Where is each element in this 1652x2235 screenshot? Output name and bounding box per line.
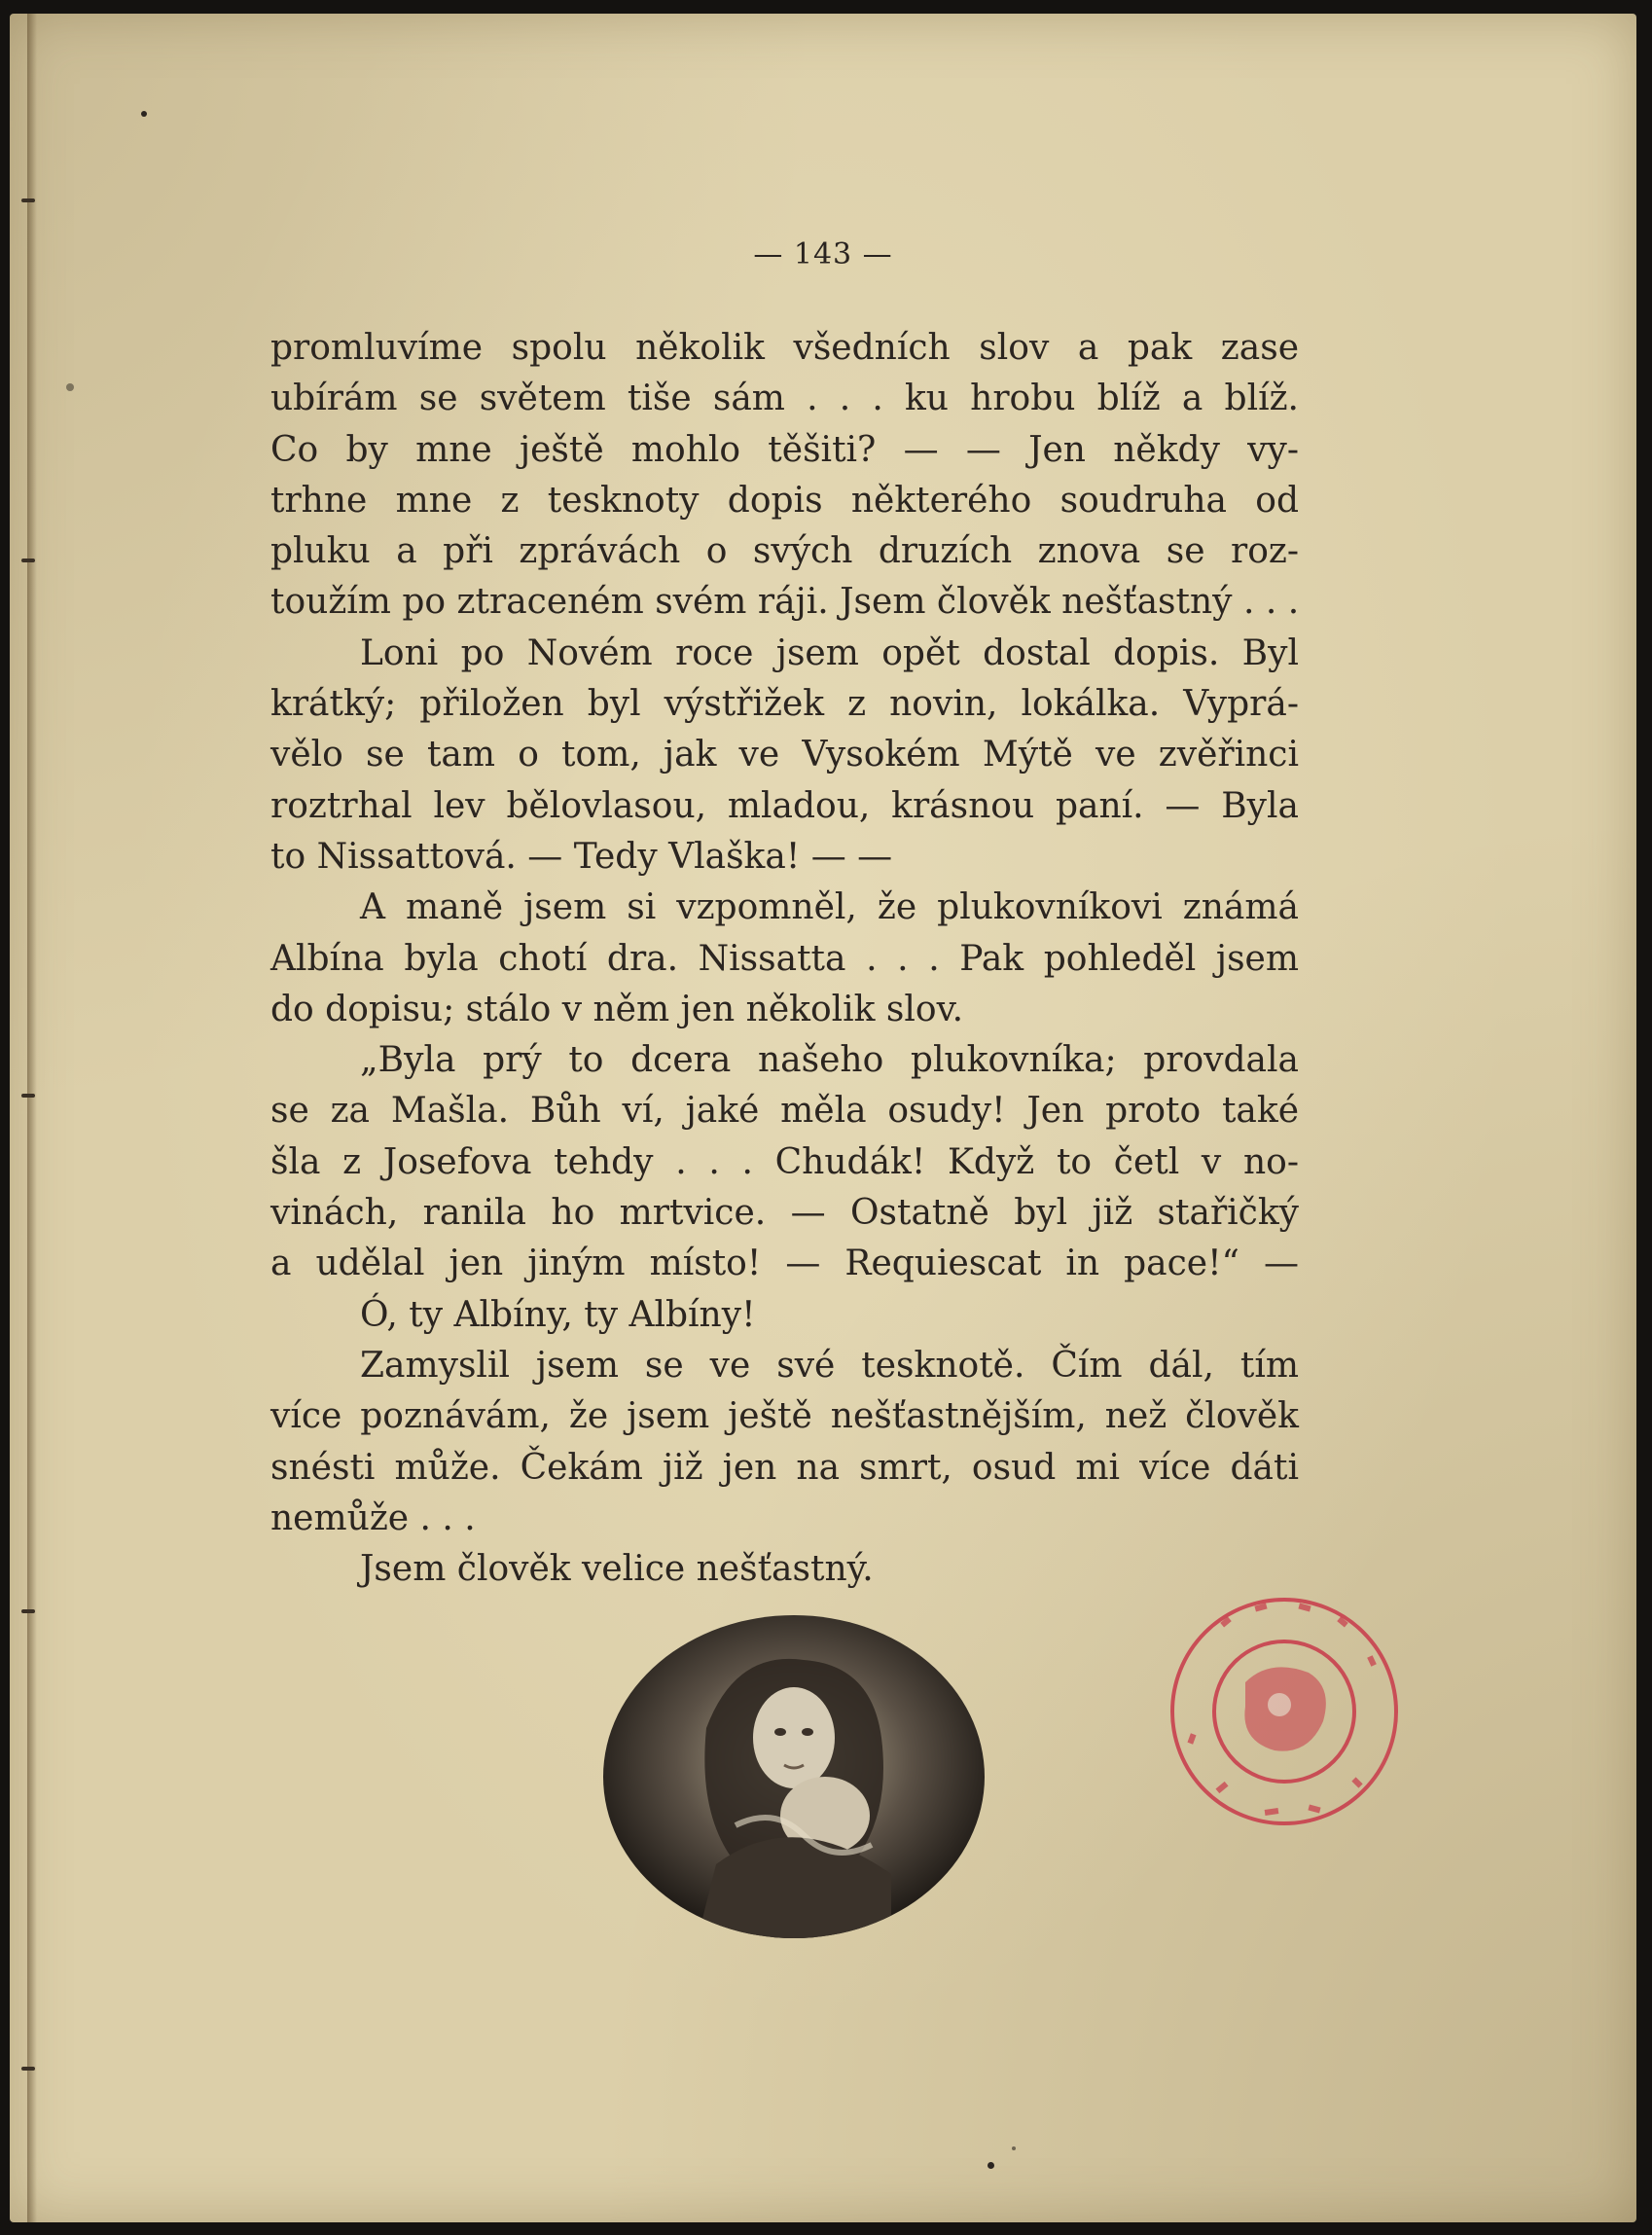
binding-stitch: [21, 1609, 35, 1613]
text-line: a udělal jen jiným místo! — Requiescat in pace!“ —: [270, 1244, 1299, 1284]
text-line: roztrhal lev bělovlasou, mladou, krásnou paní. — Byla: [270, 785, 1299, 826]
text-line: A maně jsem si vzpomněl, že plukovníkovi známá: [360, 887, 1299, 928]
text-line: Jsem člověk velice nešťastný.: [360, 1549, 874, 1590]
text-line: se za Mašla. Bůh ví, jaké měla osudy! Jen proto také: [270, 1091, 1299, 1132]
library-stamp-icon: [1163, 1590, 1406, 1833]
text-line: trhne mne z tesknoty dopis některého soudruha od: [270, 480, 1299, 521]
text-line: snésti může. Čekám již jen na smrt, osud mi více dáti: [270, 1447, 1299, 1488]
text-line: do dopisu; stálo v něm jen několik slov.: [270, 989, 964, 1029]
binding-stitch: [21, 198, 35, 202]
text-line: Co by mne ještě mohlo těšiti? — — Jen někdy vy-: [270, 429, 1299, 470]
text-line: Zamyslil jsem se ve své tesknotě. Čím dál, tím: [360, 1345, 1299, 1386]
text-line: více poznávám, že jsem ještě nešťastnějším, než člověk: [270, 1396, 1299, 1437]
ink-speck: [988, 2162, 994, 2169]
text-line: Ó, ty Albíny, ty Albíny!: [360, 1294, 756, 1335]
binding-stitch: [21, 1094, 35, 1098]
ink-speck: [1012, 2146, 1016, 2150]
text-line: pluku a při zprávách o svých druzích znova se roz-: [270, 531, 1299, 572]
text-line: ubírám se světem tiše sám . . . ku hrobu blíž a blíž.: [270, 379, 1299, 419]
ink-speck: [66, 383, 74, 391]
text-line: Albína byla chotí dra. Nissatta . . . Pak pohleděl jsem: [270, 938, 1299, 979]
text-line: to Nissattová. — Tedy Vlaška! — —: [270, 836, 893, 877]
binding-shadow: [27, 14, 37, 2222]
binding-stitch: [21, 559, 35, 562]
page-number: — 143 —: [753, 237, 893, 271]
binding-stitch: [21, 2067, 35, 2071]
ink-speck: [141, 111, 147, 117]
text-line: vinách, ranila ho mrtvice. — Ostatně byl již stařičký: [270, 1193, 1299, 1234]
text-line: Loni po Novém roce jsem opět dostal dopis. Byl: [360, 632, 1299, 673]
text-line: toužím po ztraceném svém ráji. Jsem člověk nešťastný . . .: [270, 582, 1300, 623]
text-line: promluvíme spolu několik všedních slov a pak zase: [270, 328, 1299, 368]
text-line: vělo se tam o tom, jak ve Vysokém Mýtě ve zvěřinci: [270, 735, 1299, 775]
text-line: šla z Josefova tehdy . . . Chudák! Když to četl v no-: [270, 1141, 1299, 1182]
body-text: [270, 323, 1299, 1595]
text-line: krátký; přiložen byl výstřižek z novin, lokálka. Vyprá-: [270, 684, 1299, 725]
text-line: nemůže . . .: [270, 1497, 476, 1538]
book-page: [10, 14, 1636, 2222]
mother-and-child-vignette-icon: [599, 1611, 988, 1942]
text-line: „Byla prý to dcera našeho plukovníka; provdala: [360, 1040, 1299, 1081]
